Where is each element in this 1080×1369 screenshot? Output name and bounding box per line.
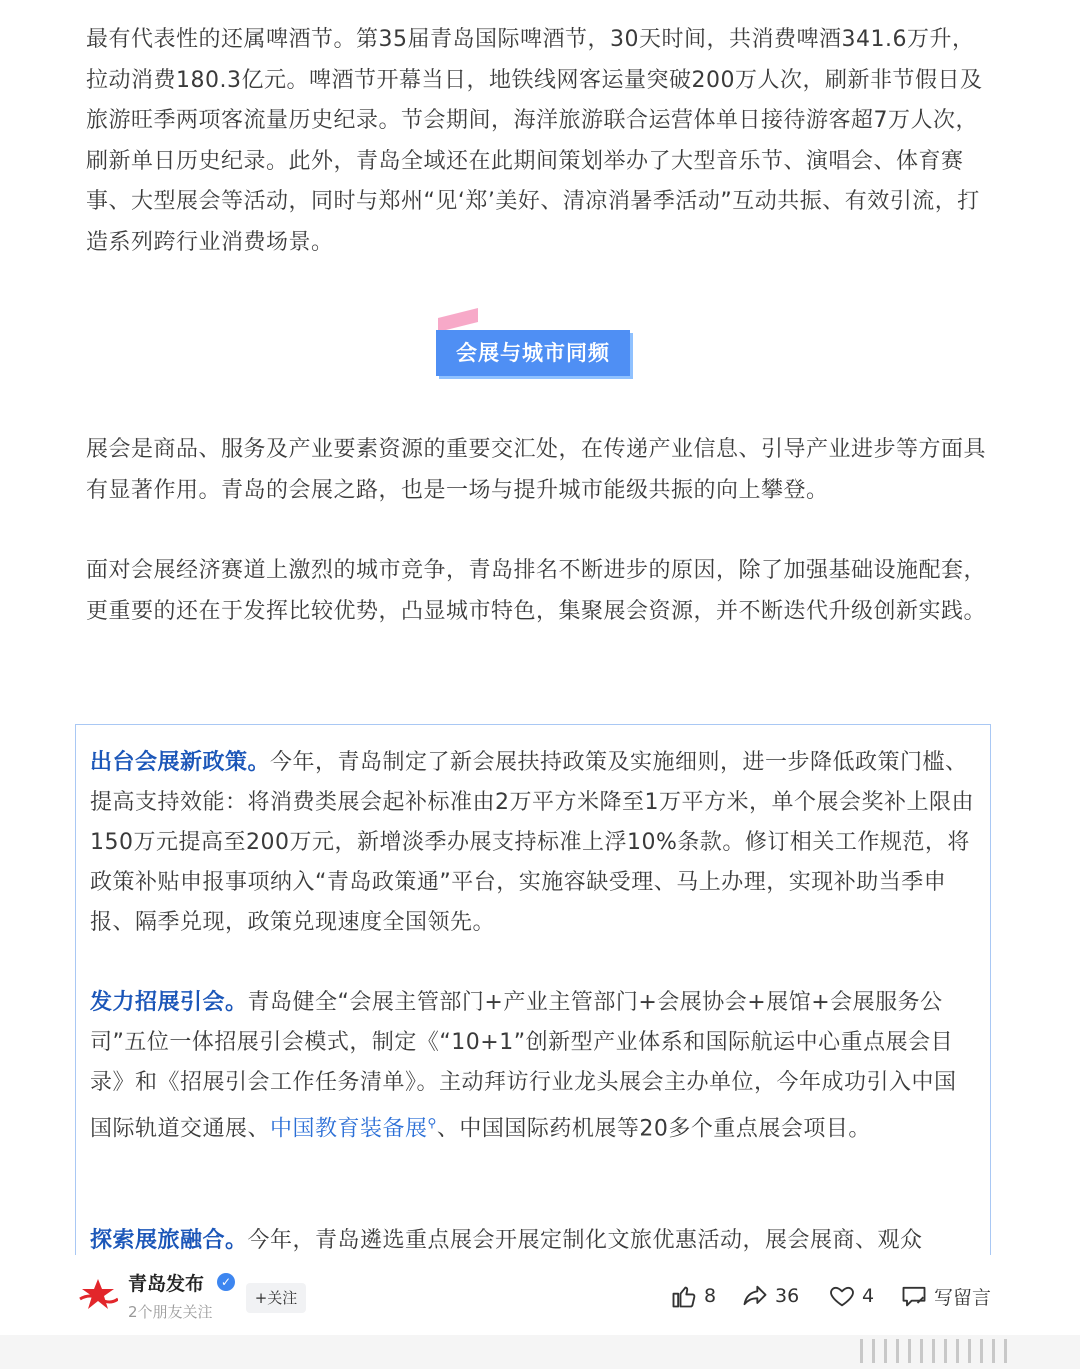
write-comment-button[interactable] — [900, 1281, 991, 1311]
bottom-action-bar — [0, 1255, 1080, 1335]
friends-following-text: 2个朋友关注 — [128, 1303, 213, 1321]
account-name[interactable]: 青岛发布 — [128, 1273, 205, 1295]
favorite-button[interactable] — [828, 1281, 874, 1311]
share-icon — [741, 1282, 769, 1310]
policy-heading-attract-exhibitions: 发力招展引会。 — [90, 990, 248, 1015]
policy-paragraph-attract-exhibitions — [90, 983, 976, 1149]
section-title: 会展与城市同频 — [436, 330, 630, 376]
verified-badge-icon: ✓ — [217, 1273, 235, 1291]
comment-icon — [900, 1282, 928, 1310]
article-paragraph-exhibitions: 展会是商品、服务及产业要素资源的重要交汇处，在传递产业信息、引导产业进步等方面具有显著作用。青岛的会展之路，也是一场与提升城市能级共振的向上攀登。 — [86, 437, 987, 503]
policy-text-attract-a: 青岛健全“会展主管部门+产业主管部门+会展协会+展馆+会展服务公司”五位一体招展引会模式，制定《“10+1”创新型产业体系和国际航运中心重点展会目录》和《招展引会工作任务清单》。主动拜访行业龙头展会主办单位，今年成功引入中国国际轨道交通展、 — [90, 990, 957, 1142]
policy-text-tourism: 今年，青岛遴选重点展会开展定制化文旅优惠活动，展会展商、观众 — [247, 1228, 923, 1253]
thumbs-up-icon — [670, 1282, 698, 1310]
article-paragraph-beer-festival: 最有代表性的还属啤酒节。第35届青岛国际啤酒节，30天时间，共消费啤酒341.6万升，拉动消费180.3亿元。啤酒节开幕当日，地铁线网客运量突破200万人次，刷新非节假日及旅游旺季两项客流量历史纪录。节会期间，海洋旅游联合运营体单日接待游客超7万人次，刷新单日历史纪录。此外，青岛全域还在此期间策划举办了大型音乐节、演唱会、体育赛事、大型展会等活动，同时与郑州“见‘郑’美好、清凉消暑季活动”互动共振、有效引流，打造系列跨行业消费场景。 — [86, 27, 983, 255]
policy-text-new-policy: 今年，青岛制定了新会展扶持政策及实施细则，进一步降低政策门槛、提高支持效能：将消费类展会起补标准由2万平方米降至1万平方米，单个展会奖补上限由150万元提高至200万元，新增淡季办展支持标准上浮10%条款。修订相关工作规范，将政策补贴申报事项纳入“青岛政策通”平台，实施容缺受理、马上办理，实现补助当季申报、隔季兑现，政策兑现速度全国领先。 — [90, 750, 974, 935]
favorite-count: 4 — [862, 1285, 875, 1307]
article-paragraph-competition: 面对会展经济赛道上激烈的城市竞争，青岛排名不断进步的原因，除了加强基础设施配套，更重要的还在于发挥比较优势，凸显城市特色，集聚展会资源，并不断迭代升级创新实践。 — [86, 558, 987, 624]
qingdao-logo-icon[interactable] — [78, 1277, 118, 1313]
section-title-banner — [436, 318, 630, 380]
share-count: 36 — [775, 1285, 800, 1307]
write-comment-label: 写留言 — [934, 1286, 992, 1309]
policy-highlight-box — [75, 724, 991, 1264]
like-count: 8 — [704, 1285, 717, 1307]
section-title-accent — [438, 308, 478, 332]
policy-paragraph-new-policy — [90, 743, 976, 943]
scroll-handle[interactable] — [860, 1335, 1020, 1369]
follow-button[interactable]: +关注 — [246, 1283, 306, 1313]
policy-heading-tourism: 探索展旅融合。 — [90, 1228, 248, 1253]
education-equipment-expo-link[interactable]: 中国教育装备展 — [270, 1116, 428, 1142]
policy-heading-new-policy: 出台会展新政策。 — [90, 750, 271, 775]
like-button[interactable] — [670, 1281, 716, 1311]
heart-icon — [828, 1282, 856, 1310]
search-icon[interactable]: ⚲ — [427, 1116, 437, 1130]
share-button[interactable] — [741, 1281, 799, 1311]
policy-text-attract-b: 、中国国际药机展等20多个重点展会项目。 — [436, 1116, 871, 1142]
